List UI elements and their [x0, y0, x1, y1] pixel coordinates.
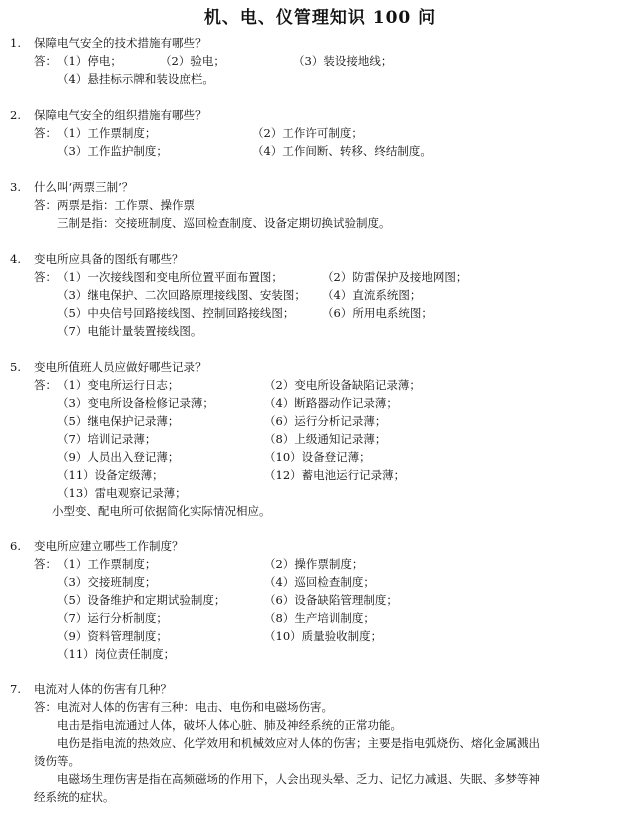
answer-paragraph: 电磁场生理伤害是指在高频磁场的作用下，人会出现头晕、乏力、记忆力减退、失眠、多梦等神 [57, 772, 540, 786]
answer-label: 答： [34, 126, 57, 140]
question-number: 3. [10, 180, 21, 194]
answer-text: 答：电流对人体的伤害有三种：电击、电伤和电磁场伤害。 [34, 700, 333, 714]
answer-label: 答： [34, 54, 57, 68]
answer-item: （7）培训记录薄； [57, 432, 157, 446]
answer-item: （4）巡回检查制度； [264, 575, 375, 589]
question-text: 变电所应具备的图纸有哪些？ [34, 252, 184, 266]
answer-paragraph: 烫伤等。 [34, 754, 80, 768]
question-number: 7. [10, 682, 21, 696]
answer-text: 三制是指：交接班制度、巡回检查制度、设备定期切换试验制度。 [57, 216, 391, 230]
answer-item: （5）继电保护记录薄； [57, 414, 180, 428]
answer-item: （2）验电； [160, 54, 225, 68]
answer-item: （3）装设接地线； [293, 54, 393, 68]
question-text: 保障电气安全的组织措施有哪些？ [34, 108, 207, 122]
answer-item: （3）变电所设备检修记录薄； [57, 396, 214, 410]
answer-item: （1）工作票制度； [57, 126, 157, 140]
answer-item: （4）直流系统图； [322, 288, 422, 302]
answer-paragraph: 电伤是指电流的热效应、化学效用和机械效应对人体的伤害；主要是指电弧烧伤、熔化金属溅出 [57, 736, 540, 750]
answer-item: （1）一次接线图和变电所位置平面布置图； [57, 270, 283, 284]
answer-item: （7）电能计量装置接线图。 [57, 324, 203, 338]
question-text: 什么叫‘两票三制’？ [34, 180, 134, 194]
answer-item: （11）岗位责任制度； [57, 647, 176, 661]
question-number: 4. [10, 252, 21, 266]
answer-item: （6）运行分析记录薄； [264, 414, 387, 428]
answer-item: （1）变电所运行日志； [57, 378, 180, 392]
answer-item: （2）工作许可制度； [252, 126, 363, 140]
answer-item: （9）人员出入登记薄； [57, 450, 180, 464]
answer-item: （4）工作间断、转移、终结制度。 [252, 144, 432, 158]
answer-item: （5）中央信号回路接线图、控制回路接线图； [57, 306, 295, 320]
question-number: 2. [10, 108, 21, 122]
question-number: 5. [10, 360, 21, 374]
answer-item: （7）运行分析制度； [57, 611, 168, 625]
answer-item: （1）停电； [57, 54, 122, 68]
answer-item: （3）继电保护、二次回路原理接线图、安装图； [57, 288, 306, 302]
answer-item: （6）设备缺陷管理制度； [264, 593, 398, 607]
question-text: 变电所值班人员应做好哪些记录？ [34, 360, 207, 374]
answer-label: 答： [34, 557, 57, 571]
answer-item: （2）变电所设备缺陷记录薄； [264, 378, 421, 392]
answer-note: 小型变、配电所可依据简化实际情况相应。 [52, 504, 271, 518]
answer-item: （8）生产培训制度； [264, 611, 375, 625]
answer-item: （10）质量验收制度； [264, 629, 383, 643]
question-text: 变电所应建立哪些工作制度？ [34, 539, 184, 553]
answer-item: （8）上级通知记录薄； [264, 432, 387, 446]
answer-paragraph: 电击是指电流通过人体，破坏人体心脏、肺及神经系统的正常功能。 [57, 718, 402, 732]
answer-item: （3）工作监护制度； [57, 144, 168, 158]
answer-label: 答： [34, 270, 57, 284]
answer-item: （1）工作票制度； [57, 557, 157, 571]
answer-item: （4）悬挂标示牌和装设庶栏。 [57, 72, 214, 86]
answer-item: （10）设备登记薄； [264, 450, 371, 464]
answer-item: （4）断路器动作记录薄； [264, 396, 398, 410]
answer-item: （2）防雷保护及接地网图； [322, 270, 468, 284]
answer-item: （9）资料管理制度； [57, 629, 168, 643]
answer-label: 答： [34, 378, 57, 392]
answer-item: （5）设备维护和定期试验制度； [57, 593, 226, 607]
question-number: 6. [10, 539, 21, 553]
answer-item: （12）蓄电池运行记录薄； [264, 468, 406, 482]
answer-item: （3）交接班制度； [57, 575, 157, 589]
answer-item: （11）设备定级薄； [57, 468, 164, 482]
answer-item: （2）操作票制度； [264, 557, 364, 571]
question-text: 保障电气安全的技术措施有哪些？ [34, 36, 207, 50]
page-title: 机、电、仪管理知识 100 问 [203, 8, 437, 28]
answer-paragraph: 经系统的症状。 [34, 790, 115, 804]
answer-item: （13）雷电观察记录薄； [57, 486, 187, 500]
question-number: 1. [10, 36, 21, 50]
answer-item: （6）所用电系统图； [322, 306, 433, 320]
answer-text: 答：两票是指：工作票、操作票 [34, 198, 195, 212]
question-text: 电流对人体的伤害有几种？ [34, 682, 172, 696]
